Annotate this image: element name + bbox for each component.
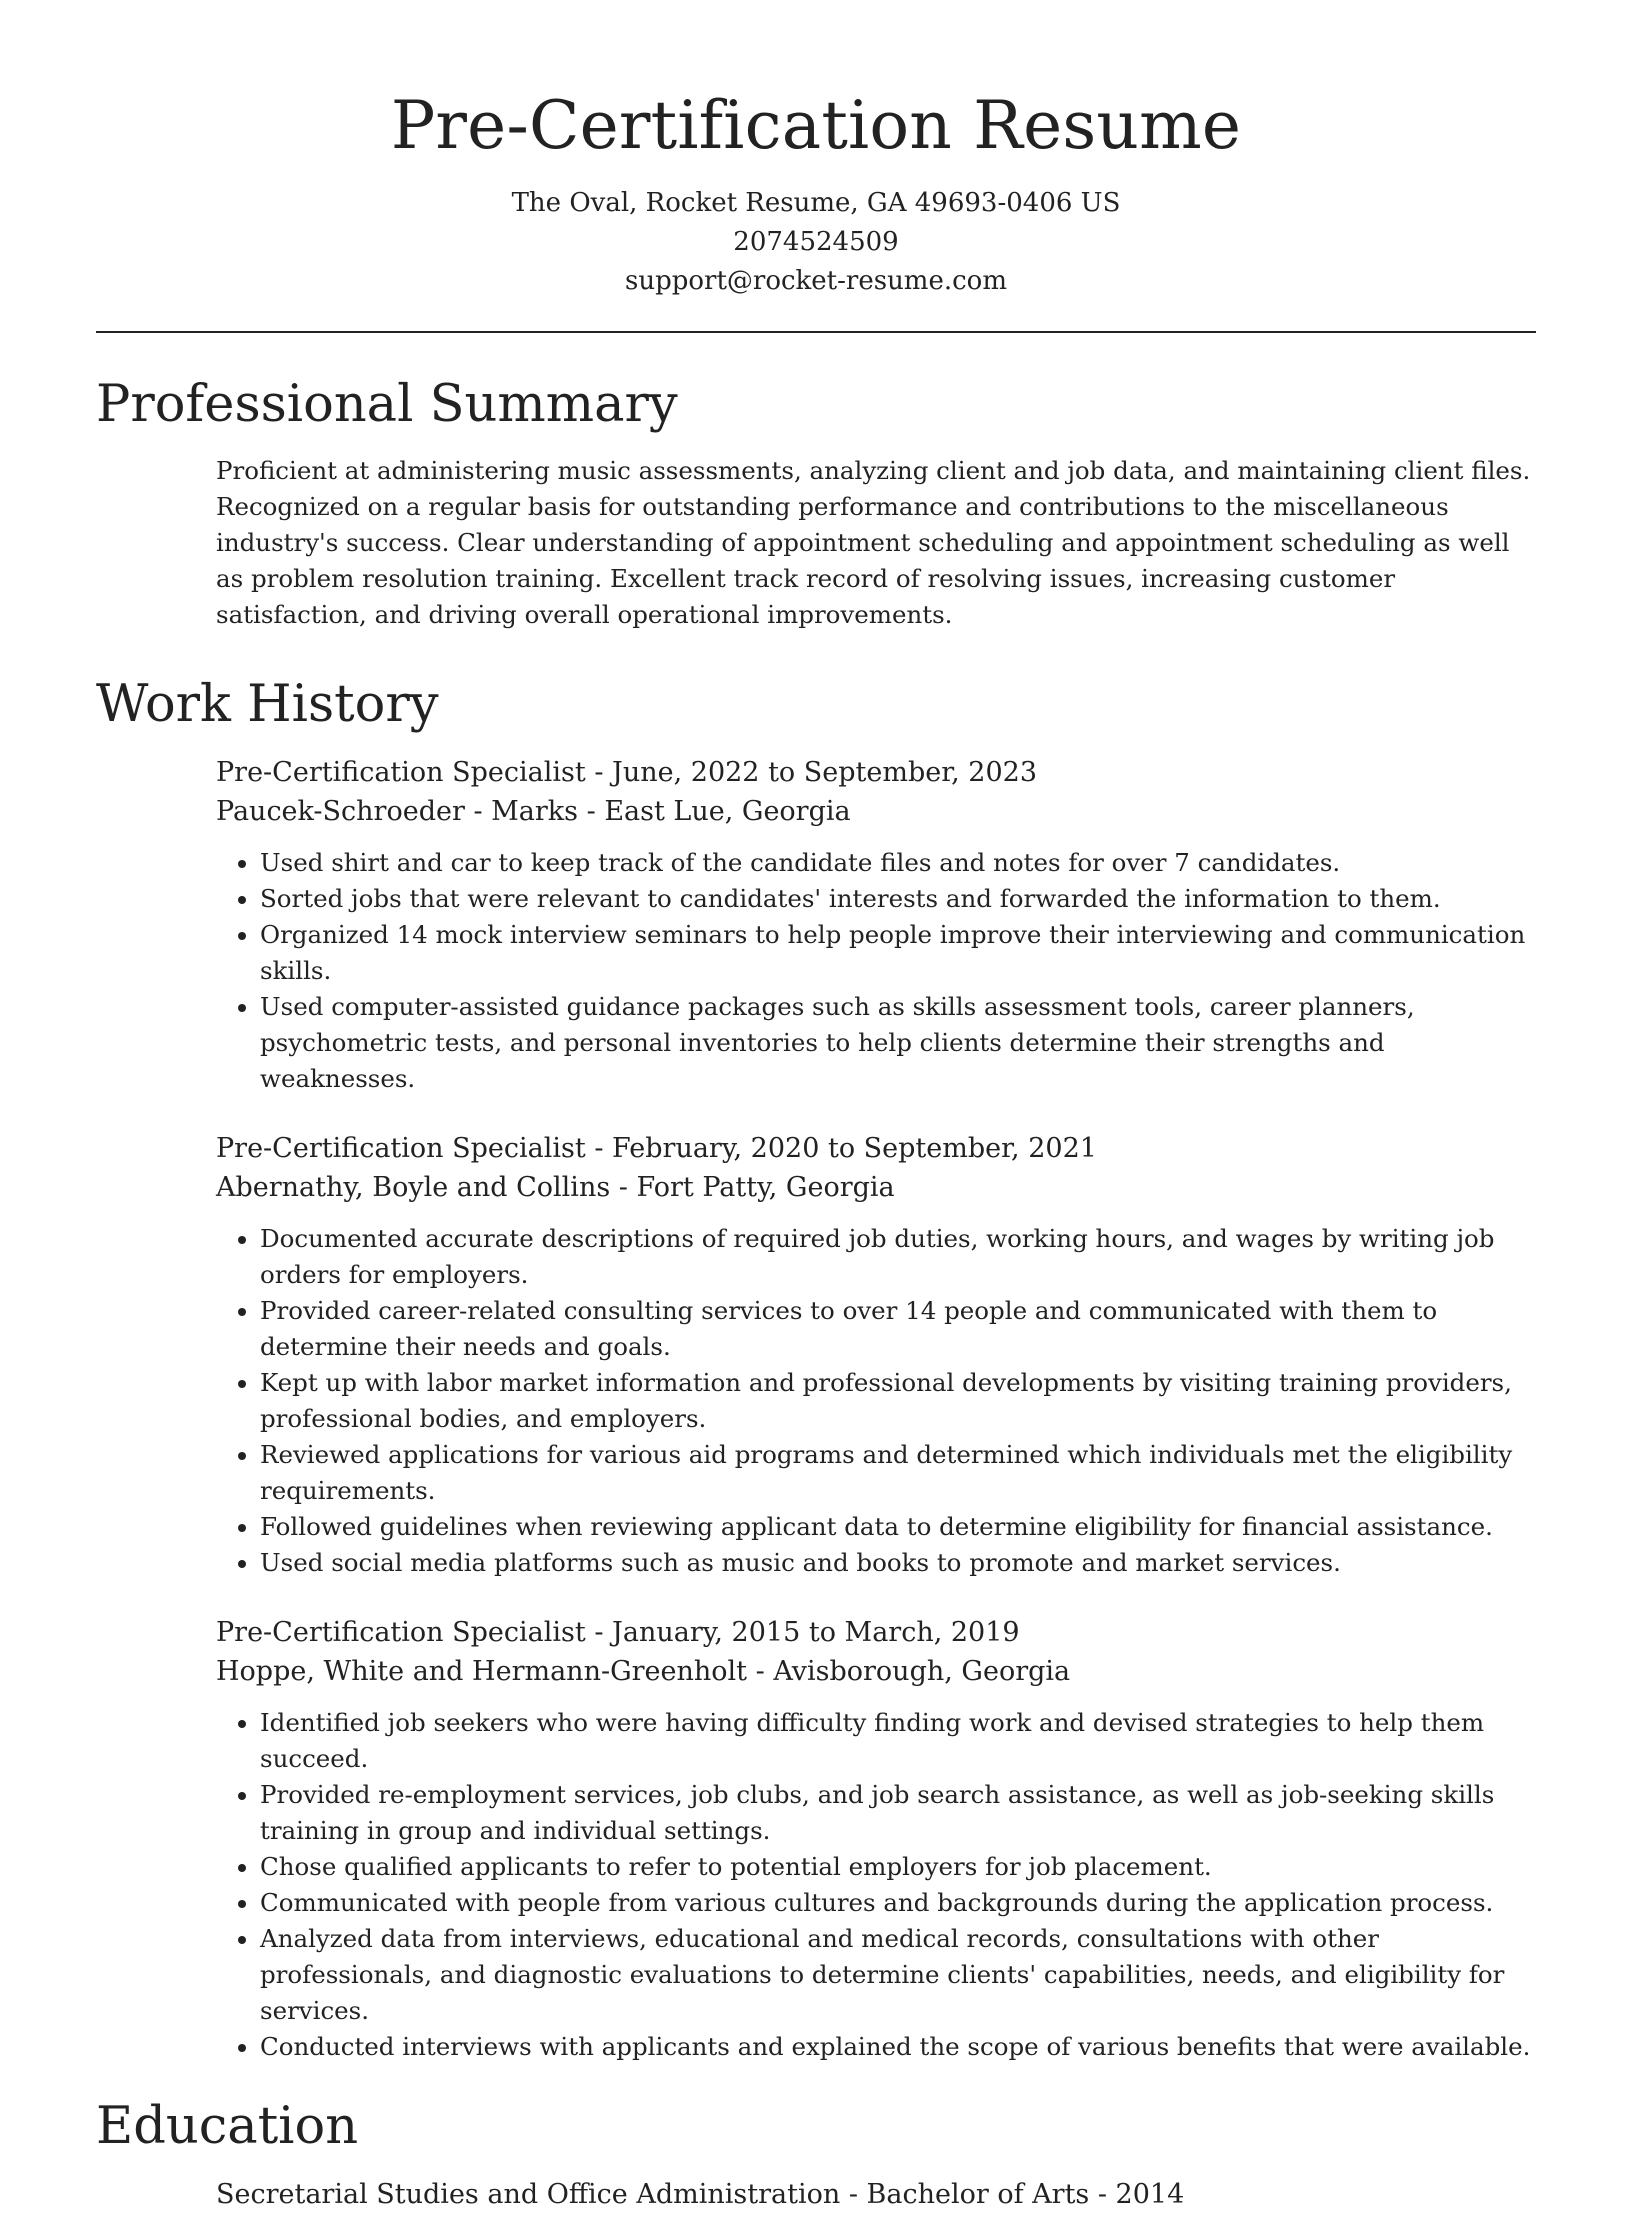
job-bullet: • Followed guidelines when reviewing applicant data to determine eligibility for financial assistance. (260, 1509, 1536, 1545)
job-bullet: • Provided re-employment services, job clubs, and job search assistance, as well as job-seeking skills training in group and individual settings. (260, 1777, 1536, 1849)
job-bullet: • Analyzed data from interviews, educational and medical records, consultations with other professionals, and diagnostic evaluations to determine clients' capabilities, needs, and eligibility for services. (260, 1921, 1536, 2029)
job-bullet-list (216, 1705, 1536, 2065)
job-title-line (216, 1129, 1536, 1168)
email: support@rocket-resume.com (624, 266, 1007, 296)
summary-text: Proficient at administering music assessments, analyzing client and job data, and maintaining client files. Recognized on a regular basis for outstanding performance and contributions to the miscellaneous industry's success. Clear understanding of appointment scheduling and appointment scheduling as well as problem resolution training. Excellent track record of resolving issues, increasing customer satisfaction, and driving overall operational improvements. (216, 456, 1531, 629)
address: The Oval, Rocket Resume, GA 49693-0406 US (511, 188, 1121, 218)
job-entry (216, 1129, 1536, 1581)
job-bullet: • Sorted jobs that were relevant to candidates' interests and forwarded the information to them. (260, 881, 1536, 917)
job-bullet: • Provided career-related consulting services to over 14 people and communicated with them to determine their needs and goals. (260, 1293, 1536, 1365)
job-title: Pre-Certification Specialist (216, 757, 586, 788)
job-title-line (216, 1613, 1536, 1652)
job-bullet: • Used shirt and car to keep track of the candidate files and notes for over 7 candidates. (260, 845, 1536, 881)
job-entry (216, 753, 1536, 1097)
job-bullet: • Kept up with labor market information and professional developments by visiting training providers, professional bodies, and employers. (260, 1365, 1536, 1437)
job-location: - Fort Patty, Georgia (610, 1172, 895, 1203)
job-location: - Avisborough, Georgia (747, 1656, 1071, 1687)
job-bullet: • Chose qualified applicants to refer to potential employers for job placement. (260, 1849, 1536, 1885)
resume-title: Pre-Certification Resume (390, 87, 1242, 164)
phone: 2074524509 (733, 227, 899, 257)
job-bullet: • Used computer-assisted guidance packages such as skills assessment tools, career planners, psychometric tests, and personal inventories to help clients determine their strengths and weaknesses. (260, 989, 1536, 1097)
job-company: Hoppe, White and Hermann-Greenholt (216, 1656, 748, 1687)
job-bullet: • Conducted interviews with applicants and explained the scope of various benefits that were available. (260, 2029, 1536, 2065)
job-company-line (216, 1652, 1536, 1691)
job-bullet: • Communicated with people from various cultures and backgrounds during the application process. (260, 1885, 1536, 1921)
job-title: Pre-Certification Specialist (216, 1617, 586, 1648)
education-section (216, 2175, 1536, 2214)
section-title-education: Education (96, 2097, 359, 2156)
job-company: Abernathy, Boyle and Collins (216, 1172, 611, 1203)
job-dates: - February, 2020 to September, 2021 (585, 1133, 1097, 1164)
job-bullet: • Organized 14 mock interview seminars to help people improve their interviewing and communication skills. (260, 917, 1536, 989)
section-title-work-history: Work History (96, 675, 439, 734)
job-dates: - January, 2015 to March, 2019 (585, 1617, 1020, 1648)
education-details: - Bachelor of Arts - 2014 (840, 2179, 1185, 2210)
job-title: Pre-Certification Specialist (216, 1133, 586, 1164)
job-bullet: • Documented accurate descriptions of required job duties, working hours, and wages by writing job orders for employers. (260, 1221, 1536, 1293)
job-company: Paucek-Schroeder - Marks (216, 796, 579, 827)
job-location: - East Lue, Georgia (578, 796, 851, 827)
job-bullet-list (216, 845, 1536, 1097)
job-title-line (216, 753, 1536, 792)
header-divider (96, 331, 1536, 333)
resume-header (96, 0, 1536, 301)
section-title-summary: Professional Summary (96, 375, 678, 434)
summary-section (216, 453, 1536, 633)
education-field: Secretarial Studies and Office Administration (216, 2179, 841, 2210)
education-entry (216, 2175, 1536, 2214)
job-company-line (216, 1168, 1536, 1207)
job-bullet: • Used social media platforms such as music and books to promote and market services. (260, 1545, 1536, 1581)
job-entry (216, 1613, 1536, 2065)
job-bullet: • Reviewed applications for various aid programs and determined which individuals met the eligibility requirements. (260, 1437, 1536, 1509)
job-company-line (216, 792, 1536, 831)
job-bullet: • Identified job seekers who were having difficulty finding work and devised strategies to help them succeed. (260, 1705, 1536, 1777)
job-bullet-list (216, 1221, 1536, 1581)
job-dates: - June, 2022 to September, 2023 (585, 757, 1038, 788)
work-history-section (216, 753, 1536, 2065)
contact-block (96, 184, 1536, 301)
